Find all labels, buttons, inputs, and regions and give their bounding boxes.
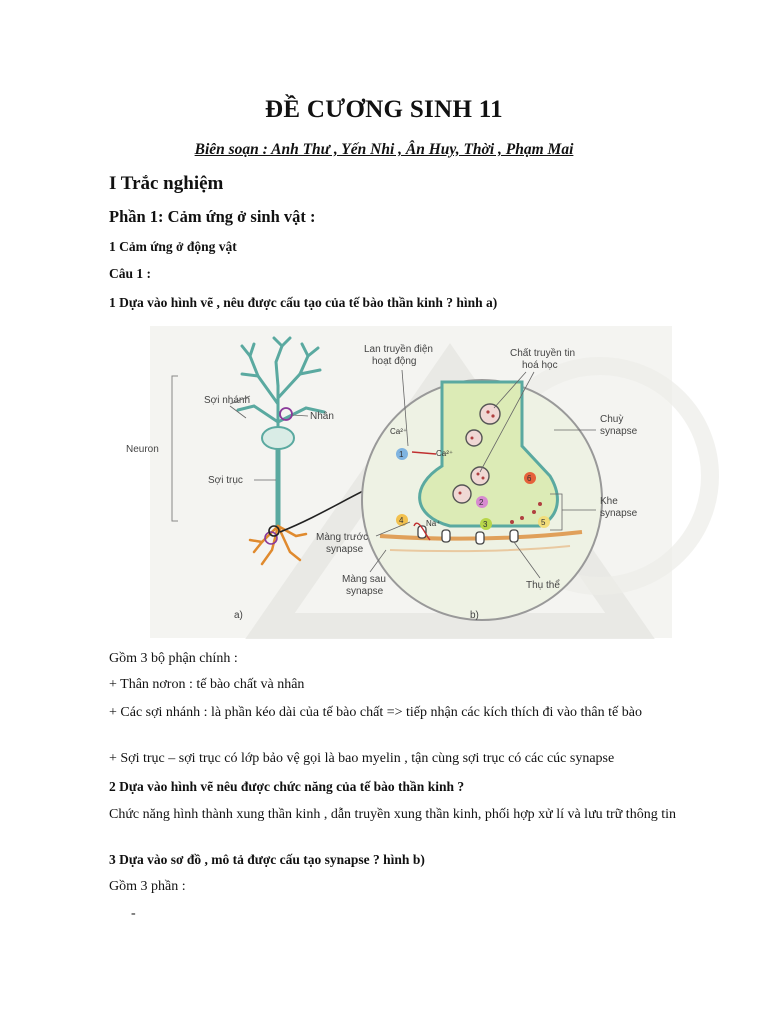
action-potential-label: Lan truyền điện hoạt động bbox=[364, 344, 433, 367]
subsection-heading: 1 Cảm ứng ở động vật bbox=[109, 239, 237, 254]
paragraph-soma: + Thân nơron : tế bào chất và nhân bbox=[109, 677, 305, 692]
list-bullet: - bbox=[131, 906, 136, 921]
question-item-2: 2 Dựa vào hình vẽ nêu được chức năng của tế bào thần kinh ? bbox=[109, 779, 465, 794]
marker-1: 1 bbox=[399, 450, 404, 459]
authors-line: Biên soạn : Anh Thư , Yến Nhi , Ân Huy, Thời , Phạm Mai bbox=[194, 141, 574, 158]
marker-5: 5 bbox=[541, 518, 546, 527]
nucleus-label: Nhân bbox=[310, 411, 334, 422]
cleft-label: Khe synapse bbox=[600, 496, 638, 519]
paragraph-synapse-parts: Gồm 3 phần : bbox=[109, 879, 186, 894]
axon-label: Sợi trục bbox=[208, 475, 243, 486]
label-b: b) bbox=[470, 610, 479, 621]
paragraph-components: Gồm 3 bộ phận chính : bbox=[109, 651, 238, 666]
ca-ion-label: Ca²⁺ bbox=[390, 427, 408, 436]
receptor-label: Thụ thể bbox=[526, 580, 560, 591]
neuron-label: Neuron bbox=[126, 444, 159, 455]
paragraph-dendrites: + Các sợi nhánh : là phần kéo dài của tế bào chất => tiếp nhận các kích thích đi vào thân tế bào bbox=[109, 705, 642, 720]
paragraph-axon: + Sợi trục – sợi trục có lớp bảo vệ gọi là bao myelin , tận cùng sợi trục có các cúc synapse bbox=[109, 751, 615, 766]
marker-6: 6 bbox=[527, 474, 532, 483]
page-title: ĐỀ CƯƠNG SINH 11 bbox=[265, 96, 503, 123]
section-heading: I Trắc nghiệm bbox=[109, 173, 224, 194]
bouton-label: Chuỳ synapse bbox=[600, 414, 638, 437]
presynaptic-label: Màng trước synapse bbox=[316, 532, 369, 555]
postsynaptic-label: Màng sau synapse bbox=[342, 574, 386, 597]
question-item-1: 1 Dựa vào hình vẽ , nêu được cấu tạo của tế bào thần kinh ? hình a) bbox=[109, 295, 498, 310]
paragraph-function: Chức năng hình thành xung thần kinh , dẫn truyền xung thần kinh, phối hợp xử lí và lưu trữ thông tin bbox=[109, 807, 676, 822]
neuron-synapse-figure bbox=[126, 326, 672, 638]
question-item-3: 3 Dựa vào sơ đồ , mô tả được cấu tạo synapse ? hình b) bbox=[109, 852, 425, 867]
marker-4: 4 bbox=[399, 516, 404, 525]
neurotransmitter-label: Chất truyền tin hoá học bbox=[510, 348, 576, 371]
ca-ion-label-2: Ca²⁺ bbox=[436, 449, 454, 458]
marker-3: 3 bbox=[483, 520, 488, 529]
marker-2: 2 bbox=[479, 498, 484, 507]
dendrite-label: Sợi nhánh bbox=[204, 395, 251, 406]
figure-svg bbox=[126, 326, 672, 638]
na-ion-label: Na⁺ bbox=[426, 519, 441, 528]
label-a: a) bbox=[234, 610, 243, 621]
question-label: Câu 1 : bbox=[109, 266, 152, 281]
part-heading: Phần 1: Cảm ứng ở sinh vật : bbox=[109, 207, 316, 226]
